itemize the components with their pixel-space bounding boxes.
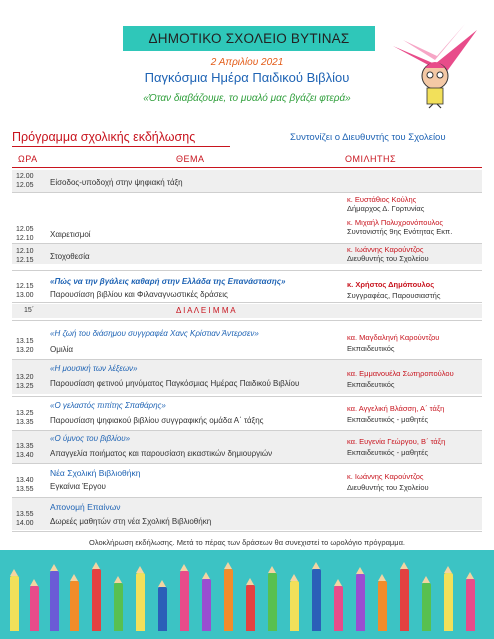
coordinator-note: Συντονίζει ο Διευθυντής του Σχολείου (290, 132, 446, 143)
row-separator (12, 320, 482, 321)
pencil-character (400, 569, 409, 631)
pencil-character (114, 583, 123, 631)
pencil-character (290, 581, 299, 631)
pencil-character (70, 581, 79, 631)
event-date: 2 Απριλίου 2021 (210, 57, 284, 68)
pencil-character (378, 581, 387, 631)
speaker-name: κ. Μιχαήλ Πολυχρονόπουλος (347, 218, 443, 227)
row-time: 12.15 13.00 (16, 283, 34, 299)
pencil-character (30, 586, 39, 631)
speaker-name: κα. Μαγδαληνή Καρούντζου (347, 333, 440, 342)
row-time: 13.35 13.40 (16, 443, 34, 459)
row-time: 13.15 13.20 (16, 338, 34, 354)
speaker-name: κα. Ευγενία Γεώργου, Β΄ τάξη (347, 437, 446, 446)
column-speakers: ΟΜΙΛΗΤΗΣ (345, 154, 397, 164)
speaker-name: κα. Εμμανουέλα Σωτηροπούλου (347, 369, 454, 378)
talk-title: «Ο γελαστός πιπίτης Σπαθάρης» (50, 401, 166, 410)
event-title: Παγκόσμια Ημέρα Παιδικού Βιβλίου (144, 70, 350, 85)
speaker-name: κ. Ιωάννης Καρούντζος (347, 472, 424, 481)
speaker-name: κα. Αγγελική Βλάσση, Α΄ τάξη (347, 404, 445, 413)
row-separator (12, 192, 482, 193)
pencil-character (246, 585, 255, 631)
speaker-role: Δήμαρχος Δ. Γορτυνίας (347, 204, 425, 213)
pencil-character (92, 569, 101, 631)
speaker-role: Εκπαιδευτικός - μαθητές (347, 415, 429, 424)
break-duration: 15΄ (24, 307, 35, 314)
row-text: Παρουσίαση ψηφιακού βιβλίου συγγραφικής ομάδα Α΄ τάξης (50, 416, 264, 425)
break-label: Δ Ι Α Λ Ε Ι Μ Μ Α (176, 306, 236, 315)
row-time: 13.25 13.35 (16, 410, 34, 426)
pencil-character (268, 573, 277, 631)
speaker-role: Εκπαιδευτικός (347, 344, 395, 353)
talk-title: «Η μουσική των λέξεων» (50, 364, 138, 373)
row-text: Δωρεές μαθητών στη νέα Σχολική Βιβλιοθήκη (50, 517, 212, 526)
speaker-role: Εκπαιδευτικός (347, 380, 395, 389)
school-name: ΔΗΜΟΤΙΚΟ ΣΧΟΛΕΙΟ ΒΥΤΙΝΑΣ (148, 31, 350, 46)
row-time: 12.00 12.05 (16, 173, 34, 189)
program-title: Πρόγραμμα σχολικής εκδήλωσης (12, 130, 196, 144)
row-text: Παρουσίαση φετινού μηνύματος Παγκόσμιας Ημέρας Παιδικού Βιβλίου (50, 379, 300, 388)
talk-title: «Ο ύμνος του βιβλίου» (50, 434, 131, 443)
event-quote: «Όταν διαβάζουμε, το μυαλό μας βγάζει φτερά» (143, 93, 351, 104)
speaker-role: Εκπαιδευτικός - μαθητές (347, 448, 429, 457)
row-text: Παρουσίαση βιβλίου και Φιλαναγνωστικές δράσεις (50, 290, 228, 299)
speaker-name: κ. Χρήστος Δημόπουλος (347, 280, 435, 289)
column-theme: ΘΕΜΑ (176, 154, 205, 164)
break-row (12, 304, 482, 318)
talk-title: «Πώς να την βγάλεις καθαρή στην Ελλάδα της Επανάστασης» (50, 277, 286, 286)
pencil-character (10, 576, 19, 631)
pencil-characters-strip (0, 550, 494, 639)
speaker-role: Συντονιστής 9ης Ενότητας Εκπ. (347, 227, 453, 236)
row-time: 12.05 12.10 (16, 226, 34, 242)
pencil-character (312, 569, 321, 631)
pencil-character (136, 573, 145, 631)
row-text: Ομιλία (50, 345, 74, 354)
row-text: Εγκαίνια Έργου (50, 482, 106, 491)
pencil-character (224, 569, 233, 631)
pencil-character (466, 579, 475, 631)
row-separator (12, 463, 482, 464)
pencil-character (422, 583, 431, 631)
closing-note: Ολοκλήρωση εκδήλωσης. Μετά το πέρας των δράσεων θα συνεχιστεί το ωρολόγιο πρόγραμμα. (89, 538, 405, 547)
row-time: 13.20 13.25 (16, 374, 34, 390)
row-time: 13.40 13.55 (16, 477, 34, 493)
row-time: 13.55 14.00 (16, 511, 34, 527)
row-text: Είσοδος-υποδοχή στην ψηφιακή τάξη (50, 178, 183, 187)
speaker-name: κ. Ευστάθιος Κούλης (347, 195, 417, 204)
speaker-role: Διευθυντής του Σχολείου (347, 254, 429, 263)
pencil-character (158, 587, 167, 631)
row-separator (12, 302, 482, 303)
pencil-character (444, 573, 453, 631)
row-text: Απαγγελία ποιήματος και παρουσίαση εικαστικών δημιουργιών (50, 449, 273, 458)
speaker-role: Συγγραφέας, Παρουσιαστής (347, 291, 441, 300)
pencil-character (202, 579, 211, 631)
speaker-role: Διευθυντής του Σχολείου (347, 483, 429, 492)
row-separator (12, 396, 482, 397)
pencil-character (356, 574, 365, 631)
column-time: ΩΡΑ (18, 154, 38, 164)
row-text: Χαιρετισμοί (50, 230, 91, 239)
pencil-character (334, 586, 343, 631)
talk-title: «Η ζωή του διάσημου συγγραφέα Χανς Κρίστιαν Άντερσεν» (50, 329, 259, 338)
row-text: Στοχοθεσία (50, 252, 90, 261)
speaker-name: κ. Ιωάννης Καρούντζος (347, 245, 424, 254)
pencil-character (180, 571, 189, 631)
row-separator (12, 270, 482, 271)
talk-title: Νέα Σχολική Βιβλιοθήκη (50, 468, 141, 478)
row-time: 12.10 12.15 (16, 248, 34, 264)
talk-title: Απονομή Επαίνων (50, 502, 121, 512)
row-separator (12, 531, 482, 532)
pencil-character (50, 571, 59, 631)
